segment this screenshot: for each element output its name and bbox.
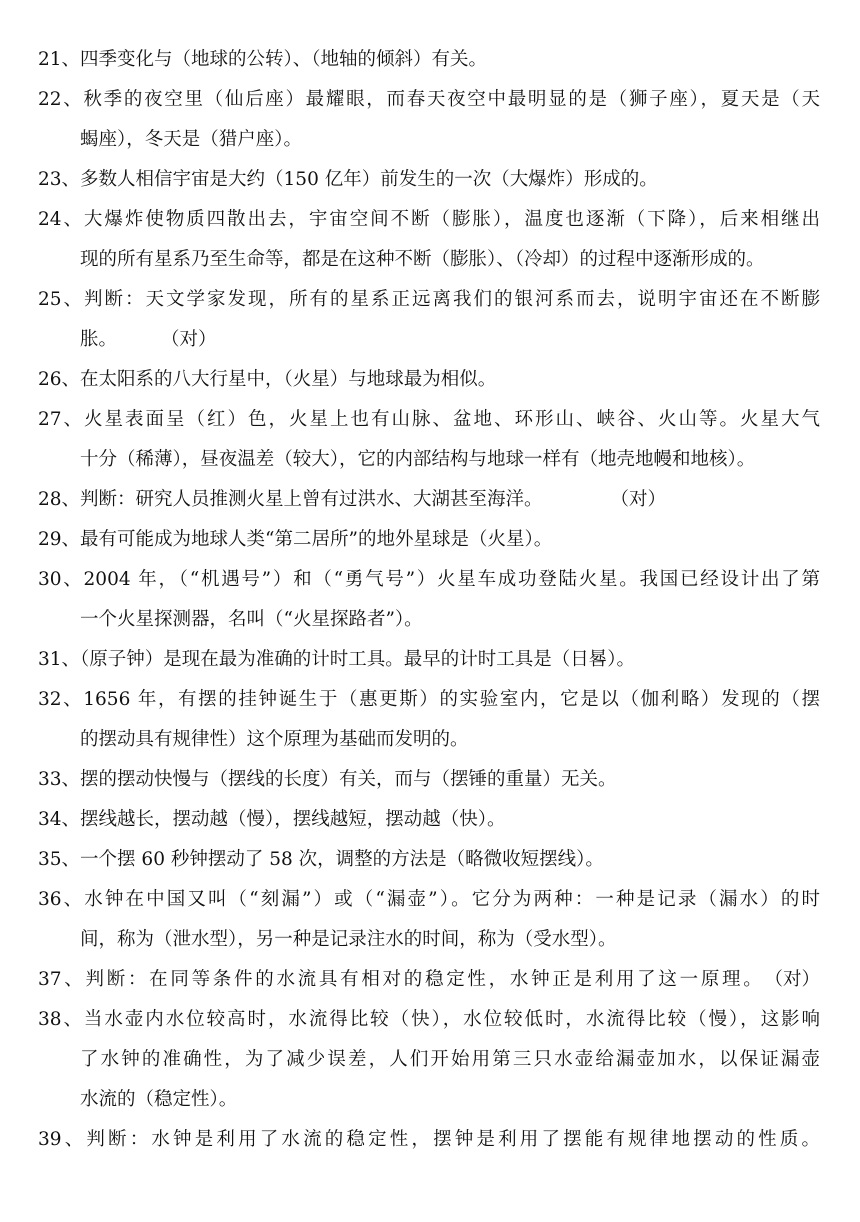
item-line: 26、在太阳系的八大行星中，（火星）与地球最为相似。 — [38, 369, 497, 390]
item-line-text: 胀。 — [80, 329, 118, 350]
list-item-28 — [38, 480, 820, 520]
item-line: 的摆动具有规律性）这个原理为基础而发明的。 — [80, 729, 469, 750]
list-item-38 — [38, 1000, 820, 1120]
list-item-36 — [38, 880, 820, 960]
answer-verdict: （对） — [764, 969, 820, 990]
list-item-35 — [38, 840, 820, 880]
item-line — [38, 480, 820, 520]
item-line: 22、秋季的夜空里（仙后座）最耀眼，而春天夜空中最明显的是（狮子座），夏天是（天 — [38, 89, 820, 110]
item-line: 38、当水壶内水位较高时，水流得比较（快），水位较低时，水流得比较（慢），这影响 — [38, 1009, 820, 1030]
item-line: 34、摆线越长，摆动越（慢），摆线越短，摆动越（快）。 — [38, 809, 506, 830]
item-line: 32、1656 年，有摆的挂钟诞生于（惠更斯）的实验室内，它是以（伽利略）发现的（摆 — [38, 689, 820, 710]
item-line: 33、摆的摆动快慢与（摆线的长度）有关，而与（摆锤的重量）无关。 — [38, 769, 617, 790]
list-item-37 — [38, 960, 820, 1000]
list-item-26 — [38, 360, 820, 400]
list-item-22 — [38, 80, 820, 160]
answer-verdict: （对） — [161, 329, 217, 350]
list-item-39 — [38, 1120, 820, 1160]
list-item-24 — [38, 200, 820, 280]
item-line: 35、一个摆 60 秒钟摆动了 58 次，调整的方法是（略微收短摆线）。 — [38, 849, 604, 870]
list-item-33 — [38, 760, 820, 800]
list-item-34 — [38, 800, 820, 840]
item-line: 一个火星探测器，名叫（“火星探路者”）。 — [80, 609, 423, 630]
answer-verdict: （对） — [610, 489, 667, 510]
item-line: 31、（原子钟）是现在最为准确的计时工具。最早的计时工具是（日晷）。 — [38, 649, 636, 670]
item-line: 36、水钟在中国又叫（“刻漏”）或（“漏壶”）。它分为两种：一种是记录（漏水）的时 — [38, 889, 820, 910]
item-line: 了水钟的准确性，为了减少误差，人们开始用第三只水壶给漏壶加水，以保证漏壶 — [80, 1049, 820, 1070]
list-item-23 — [38, 160, 820, 200]
item-line-text: 28、判断：研究人员推测火星上曾有过洪水、大湖甚至海洋。 — [38, 489, 543, 510]
item-line: 24、大爆炸使物质四散出去，宇宙空间不断（膨胀），温度也逐渐（下降），后来相继出 — [38, 209, 820, 230]
list-item-21 — [38, 40, 820, 80]
item-line — [38, 960, 820, 1000]
list-item-31 — [38, 640, 820, 680]
list-item-29 — [38, 520, 820, 560]
list-item-32 — [38, 680, 820, 760]
item-line: 30、2004 年，（“机遇号”）和（“勇气号”）火星车成功登陆火星。我国已经设计出了第 — [38, 569, 820, 590]
item-line: 27、火星表面呈（红）色，火星上也有山脉、盆地、环形山、峡谷、火山等。火星大气 — [38, 409, 820, 430]
item-line: 21、四季变化与（地球的公转）、（地轴的倾斜）有关。 — [38, 49, 488, 70]
item-line: 现的所有星系乃至生命等，都是在这种不断（膨胀）、（冷却）的过程中逐渐形成的。 — [80, 249, 765, 270]
item-line: 十分（稀薄），昼夜温差（较大），它的内部结构与地球一样有（地壳地幔和地核）。 — [80, 449, 756, 470]
item-line: 29、最有可能成为地球人类“第二居所”的地外星球是（火星）。 — [38, 529, 553, 550]
item-line: 25、判断：天文学家发现，所有的星系正远离我们的银河系而去，说明宇宙还在不断膨 — [38, 289, 820, 310]
item-line-text: 37、判断：在同等条件的水流具有相对的稳定性，水钟正是利用了这一原理。 — [38, 969, 765, 990]
item-line: 蝎座），冬天是（猎户座）。 — [80, 129, 303, 150]
item-line: 水流的（稳定性）。 — [80, 1089, 238, 1110]
item-line: 23、多数人相信宇宙是大约（150 亿年）前发生的一次（大爆炸）形成的。 — [38, 169, 658, 190]
list-item-25 — [38, 280, 820, 360]
item-line: 间，称为（泄水型），另一种是记录注水的时间，称为（受水型）。 — [80, 929, 617, 950]
item-line — [38, 320, 820, 360]
list-item-30 — [38, 560, 820, 640]
list-item-27 — [38, 400, 820, 480]
item-line: 39、判断：水钟是利用了水流的稳定性，摆钟是利用了摆能有规律地摆动的性质。 — [38, 1129, 820, 1150]
